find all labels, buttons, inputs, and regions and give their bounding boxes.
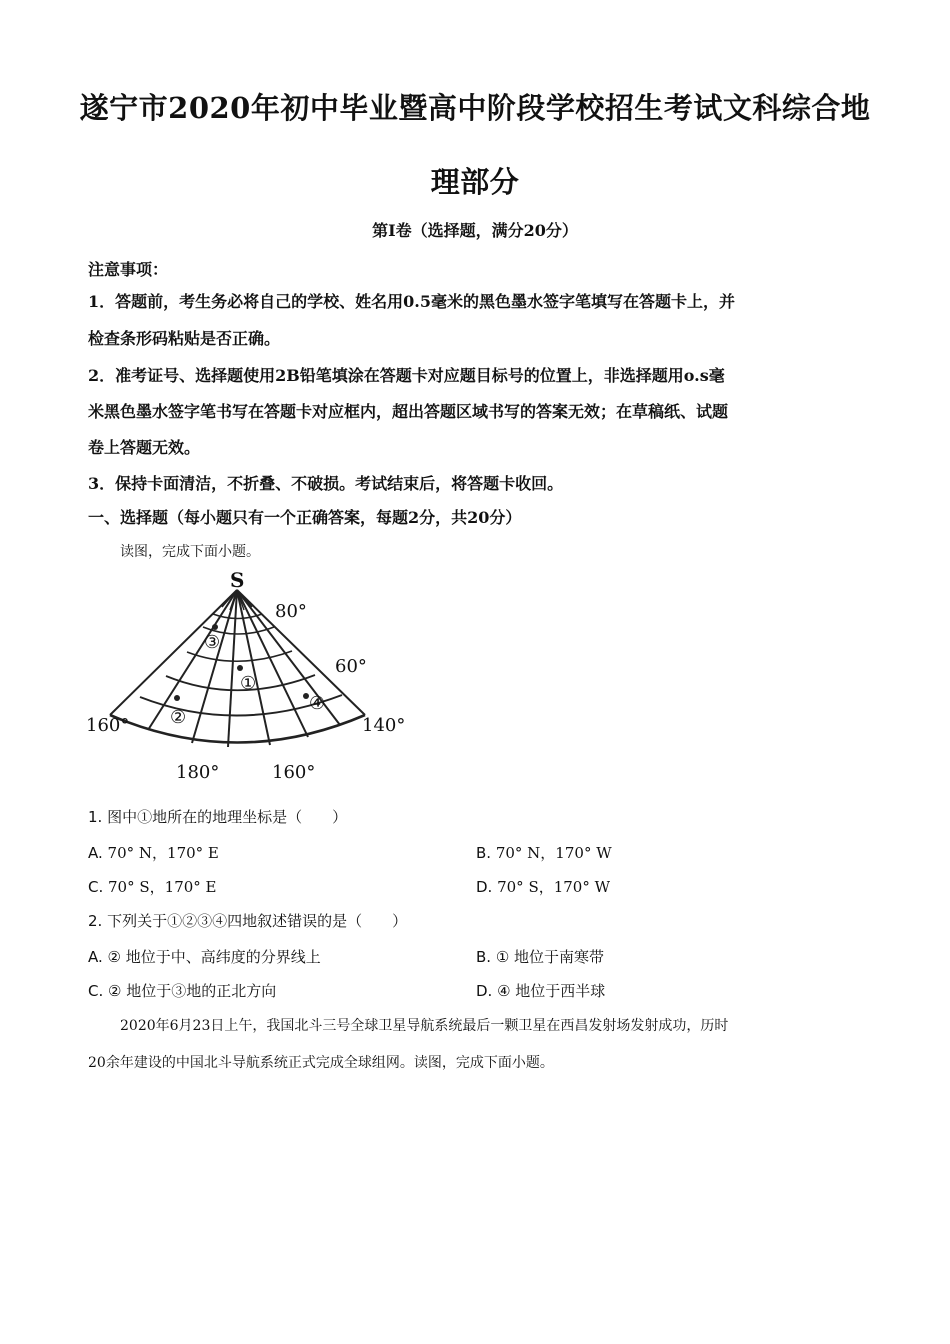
lat-label-60: 60° [335,656,367,677]
page-title-continued: 理部分 [430,165,520,199]
q1-option-d[interactable]: D. 70° S，170° W [476,878,611,896]
point-2-label: ② [170,707,187,728]
parallel-outer [110,715,365,743]
q2-option-b[interactable]: B. ① 地位于南寒带 [476,948,605,966]
notice-item-1-cont: 检查条形码粘贴是否正确。 [88,329,281,348]
lat-label-80: 80° [275,601,307,622]
page-title: 遂宁市2020年初中毕业暨高中阶段学校招生考试文科综合地 [79,91,871,125]
point-3-label: ③ [204,632,221,653]
notice-item-1: 1．答题前，考生务必将自己的学校、姓名用0.5毫米的黑色墨水签字笔填写在答题卡上，并 [88,292,735,311]
question-number: 1. [88,808,108,826]
part-heading: 一、选择题（每小题只有一个正确答案，每题2分，共20分） [88,508,522,527]
q1-option-b[interactable]: B. 70° N，170° W [476,844,612,862]
question-text: 图中①地所在的地理坐标是（ ） [107,808,348,826]
lon-label-160-bottom: 160° [272,762,316,783]
passage-line-1: 2020年6月23日上午，我国北斗三号全球卫星导航系统最后一颗卫星在西昌发射场发射成功，历时 [120,1018,729,1034]
point-1-dot [237,665,243,671]
notice-item-2: 2．准考证号、选择题使用2B铅笔填涂在答题卡对应题目标号的位置上，非选择题用o.s毫 [88,366,725,385]
question-number: 2. [88,912,108,930]
lon-label-180: 180° [176,762,220,783]
polar-map [80,565,410,785]
passage-line-2: 20余年建设的中国北斗导航系统正式完成全球组网。读图，完成下面小题。 [88,1055,554,1071]
notice-item-2-cont2: 卷上答题无效。 [88,438,201,457]
question-2-stem [88,910,407,931]
intro-text: 读图，完成下面小题。 [120,544,260,560]
q2-option-a[interactable]: A. ② 地位于中、高纬度的分界线上 [88,948,321,966]
q2-option-c[interactable]: C. ② 地位于③地的正北方向 [88,982,277,1000]
q1-option-c[interactable]: C. 70° S，170° E [88,878,217,896]
lon-label-160-left: 160° [86,715,130,736]
question-1-stem [88,806,347,827]
pole-label: S [230,568,245,592]
point-3-dot [212,624,218,630]
lon-label-140: 140° [362,715,406,736]
parallel-70 [187,651,292,661]
point-1-label: ① [240,673,257,694]
point-2-dot [174,695,180,701]
q1-option-a[interactable]: A. 70° N，170° E [88,844,219,862]
notice-item-3: 3．保持卡面清洁，不折叠、不破损。考试结束后，将答题卡收回。 [88,474,564,493]
point-4-label: ④ [309,693,326,714]
notice-heading: 注意事项： [88,260,169,279]
section-title: 第Ⅰ卷（选择题，满分20分） [372,221,578,240]
question-text: 下列关于①②③④四地叙述错误的是（ ） [107,912,408,930]
q2-option-d[interactable]: D. ④ 地位于西半球 [476,982,606,1000]
notice-item-2-cont: 米黑色墨水签字笔书写在答题卡对应框内，超出答题区域书写的答案无效；在草稿纸、试题 [88,402,729,421]
